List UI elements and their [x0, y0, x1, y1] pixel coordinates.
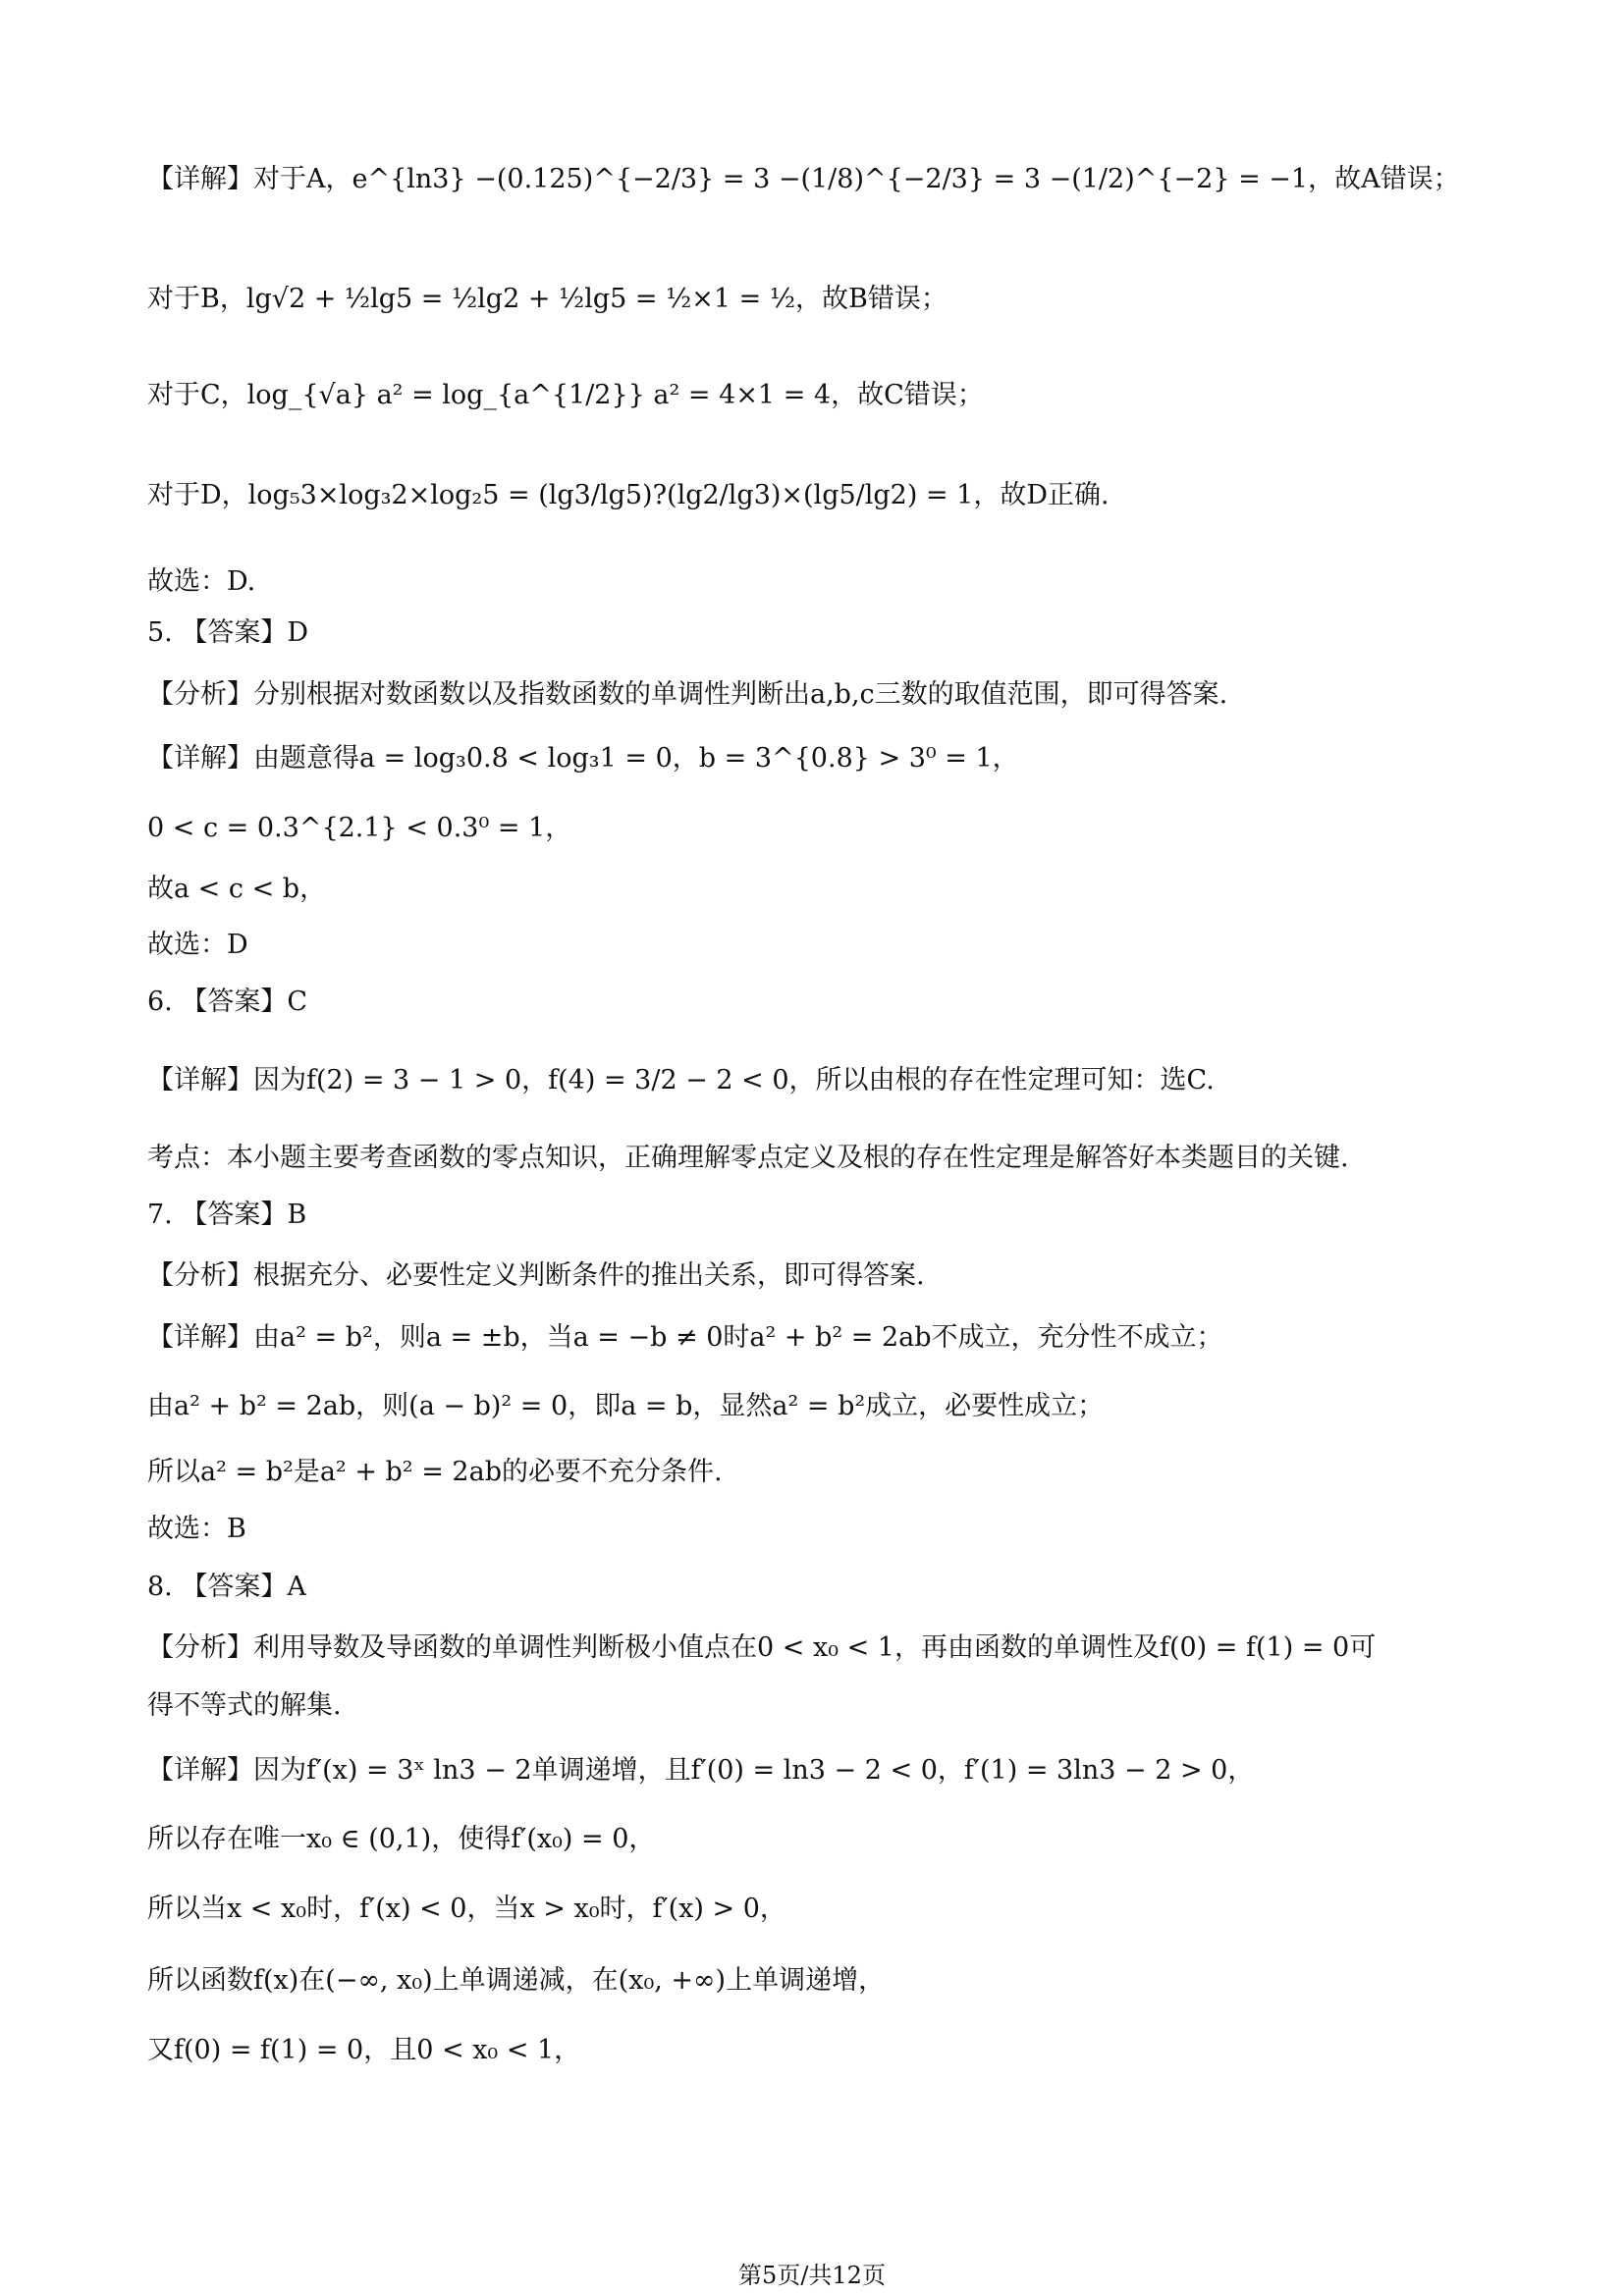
text-line: 考点：本小题主要考查函数的零点知识，正确理解零点定义及根的存在性定理是解答好本类题目的关键.: [147, 1143, 1349, 1173]
text-line: 故选：B: [147, 1514, 246, 1544]
text-line: 【详解】对于A，e^{ln3} −(0.125)^{−2/3} = 3 −(1/8)^{−2/3} = 3 −(1/2)^{−2} = −1，故A错误；: [147, 164, 1460, 194]
text-line: 【详解】由a² = b²，则a = ±b，当a = −b ≠ 0时a² + b² = 2ab不成立，充分性不成立；: [147, 1322, 1223, 1353]
page-footer: 第5页/共12页: [738, 2262, 886, 2289]
text-line: 故a < c < b，: [147, 874, 327, 904]
text-line: 6. 【答案】C: [147, 987, 308, 1017]
text-line: 【详解】因为f′(x) = 3ˣ ln3 − 2单调递增，且f′(0) = ln3 − 2 < 0，f′(1) = 3ln3 − 2 > 0，: [147, 1755, 1255, 1786]
text-line: 由a² + b² = 2ab，则(a − b)² = 0，即a = b，显然a² = b²成立，必要性成立；: [147, 1391, 1105, 1421]
text-line: 【分析】根据充分、必要性定义判断条件的推出关系，即可得答案.: [147, 1260, 925, 1291]
text-line: 8. 【答案】A: [147, 1572, 306, 1602]
text-line: 0 < c = 0.3^{2.1} < 0.3⁰ = 1，: [147, 813, 572, 843]
text-line: 又f(0) = f(1) = 0，且0 < x₀ < 1，: [147, 2035, 581, 2065]
text-line: 7. 【答案】B: [147, 1200, 307, 1230]
text-line: 对于B，lg√2 + ½lg5 = ½lg2 + ½lg5 = ½×1 = ½，故B错误；: [147, 284, 947, 314]
text-line: 所以存在唯一x₀ ∈ (0,1)，使得f′(x₀) = 0，: [147, 1824, 656, 1854]
text-line: 所以a² = b²是a² + b² = 2ab的必要不充分条件.: [147, 1457, 723, 1487]
text-line: 【详解】由题意得a = log₃0.8 < log₃1 = 0，b = 3^{0.8} > 3⁰ = 1，: [147, 743, 1019, 774]
text-line: 对于D，log₅3×log₃2×log₂5 = (lg3/lg5)?(lg2/lg3)×(lg5/lg2) = 1，故D正确.: [147, 480, 1110, 510]
text-line: 【分析】分别根据对数函数以及指数函数的单调性判断出a,b,c三数的取值范围，即可得答案.: [147, 679, 1228, 710]
text-line: 得不等式的解集.: [147, 1690, 342, 1721]
text-line: 所以函数f(x)在(−∞, x₀)上单调递减，在(x₀, +∞)上单调递增，: [147, 1965, 886, 1996]
text-line: 【分析】利用导数及导函数的单调性判断极小值点在0 < x₀ < 1，再由函数的单调性及f(0) = f(1) = 0可: [147, 1632, 1377, 1663]
text-line: 对于C，log_{√a} a² = log_{a^{1/2}} a² = 4×1 = 4，故C错误；: [147, 380, 984, 410]
text-line: 所以当x < x₀时，f′(x) < 0，当x > x₀时，f′(x) > 0，: [147, 1894, 786, 1924]
text-line: 5. 【答案】D: [147, 617, 308, 648]
text-line: 故选：D: [147, 930, 248, 960]
text-line: 【详解】因为f(2) = 3 − 1 > 0，f(4) = 3/2 − 2 < 0，所以由根的存在性定理可知：选C.: [147, 1065, 1215, 1095]
text-line: 故选：D.: [147, 566, 256, 597]
